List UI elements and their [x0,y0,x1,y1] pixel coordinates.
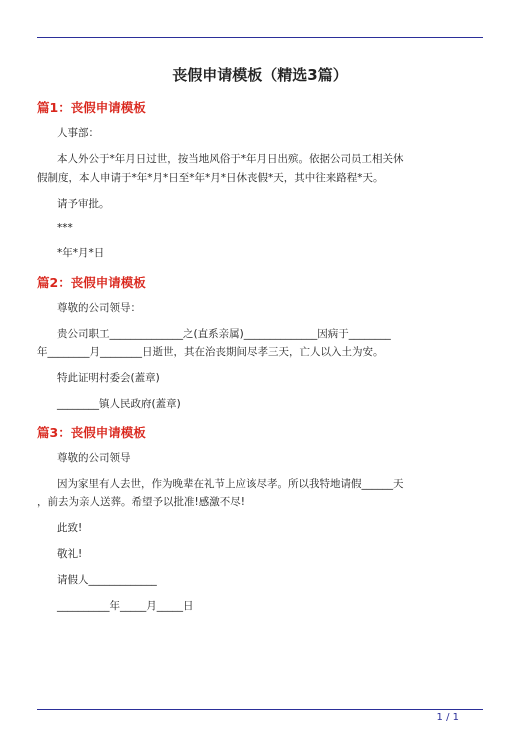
section-1-line-3: 假制度，本人申请于*年*月*日至*年*月*日休丧假*天，其中往来路程*天。 [37,172,384,184]
section-3-line-2: 因为家里有人去世，作为晚辈在礼节上应该尽孝。所以我特地请假______天 [57,478,404,490]
section-3-heading: 篇3：丧假申请模板 [37,425,146,440]
section-2-line-5: ________镇人民政府(蓋章) [57,398,181,410]
page-indicator: 1 / 1 [436,712,459,723]
section-2-line-2: 贵公司职工______________之(直系亲属)______________因病于________ [57,328,391,340]
document-title: 丧假申请模板（精选3篇） [172,66,348,84]
section-1-line-4: 请予审批。 [57,198,110,210]
section-1-heading: 篇1：丧假申请模板 [37,100,146,115]
section-1-line-6: *年*月*日 [57,247,105,259]
bottom-rule [37,709,483,710]
section-1-line-1: 人事部： [57,127,99,139]
section-2-line-4: 特此证明村委会(蓋章) [57,372,160,384]
section-2-line-1: 尊敬的公司领导： [57,302,141,314]
section-3-line-5: 敬礼! [57,548,83,560]
section-3-line-1: 尊敬的公司领导 [57,452,131,464]
section-3-line-4: 此致! [57,522,83,534]
section-2-heading: 篇2：丧假申请模板 [37,275,146,290]
section-1-line-5: *** [57,222,73,234]
section-3-line-7: __________年_____月_____日 [57,600,194,612]
section-2-line-3: 年________月________日逝世，其在治丧期间尽孝三天，亡人以入土为安。 [37,346,384,358]
section-3-line-6: 请假人_____________ [57,574,157,586]
top-rule [37,37,483,38]
section-3-line-3: ，前去为亲人送葬。希望予以批准!感激不尽! [37,496,245,508]
section-1-line-2: 本人外公于*年月日过世，按当地风俗于*年月日出殡。依据公司员工相关休 [57,153,404,165]
